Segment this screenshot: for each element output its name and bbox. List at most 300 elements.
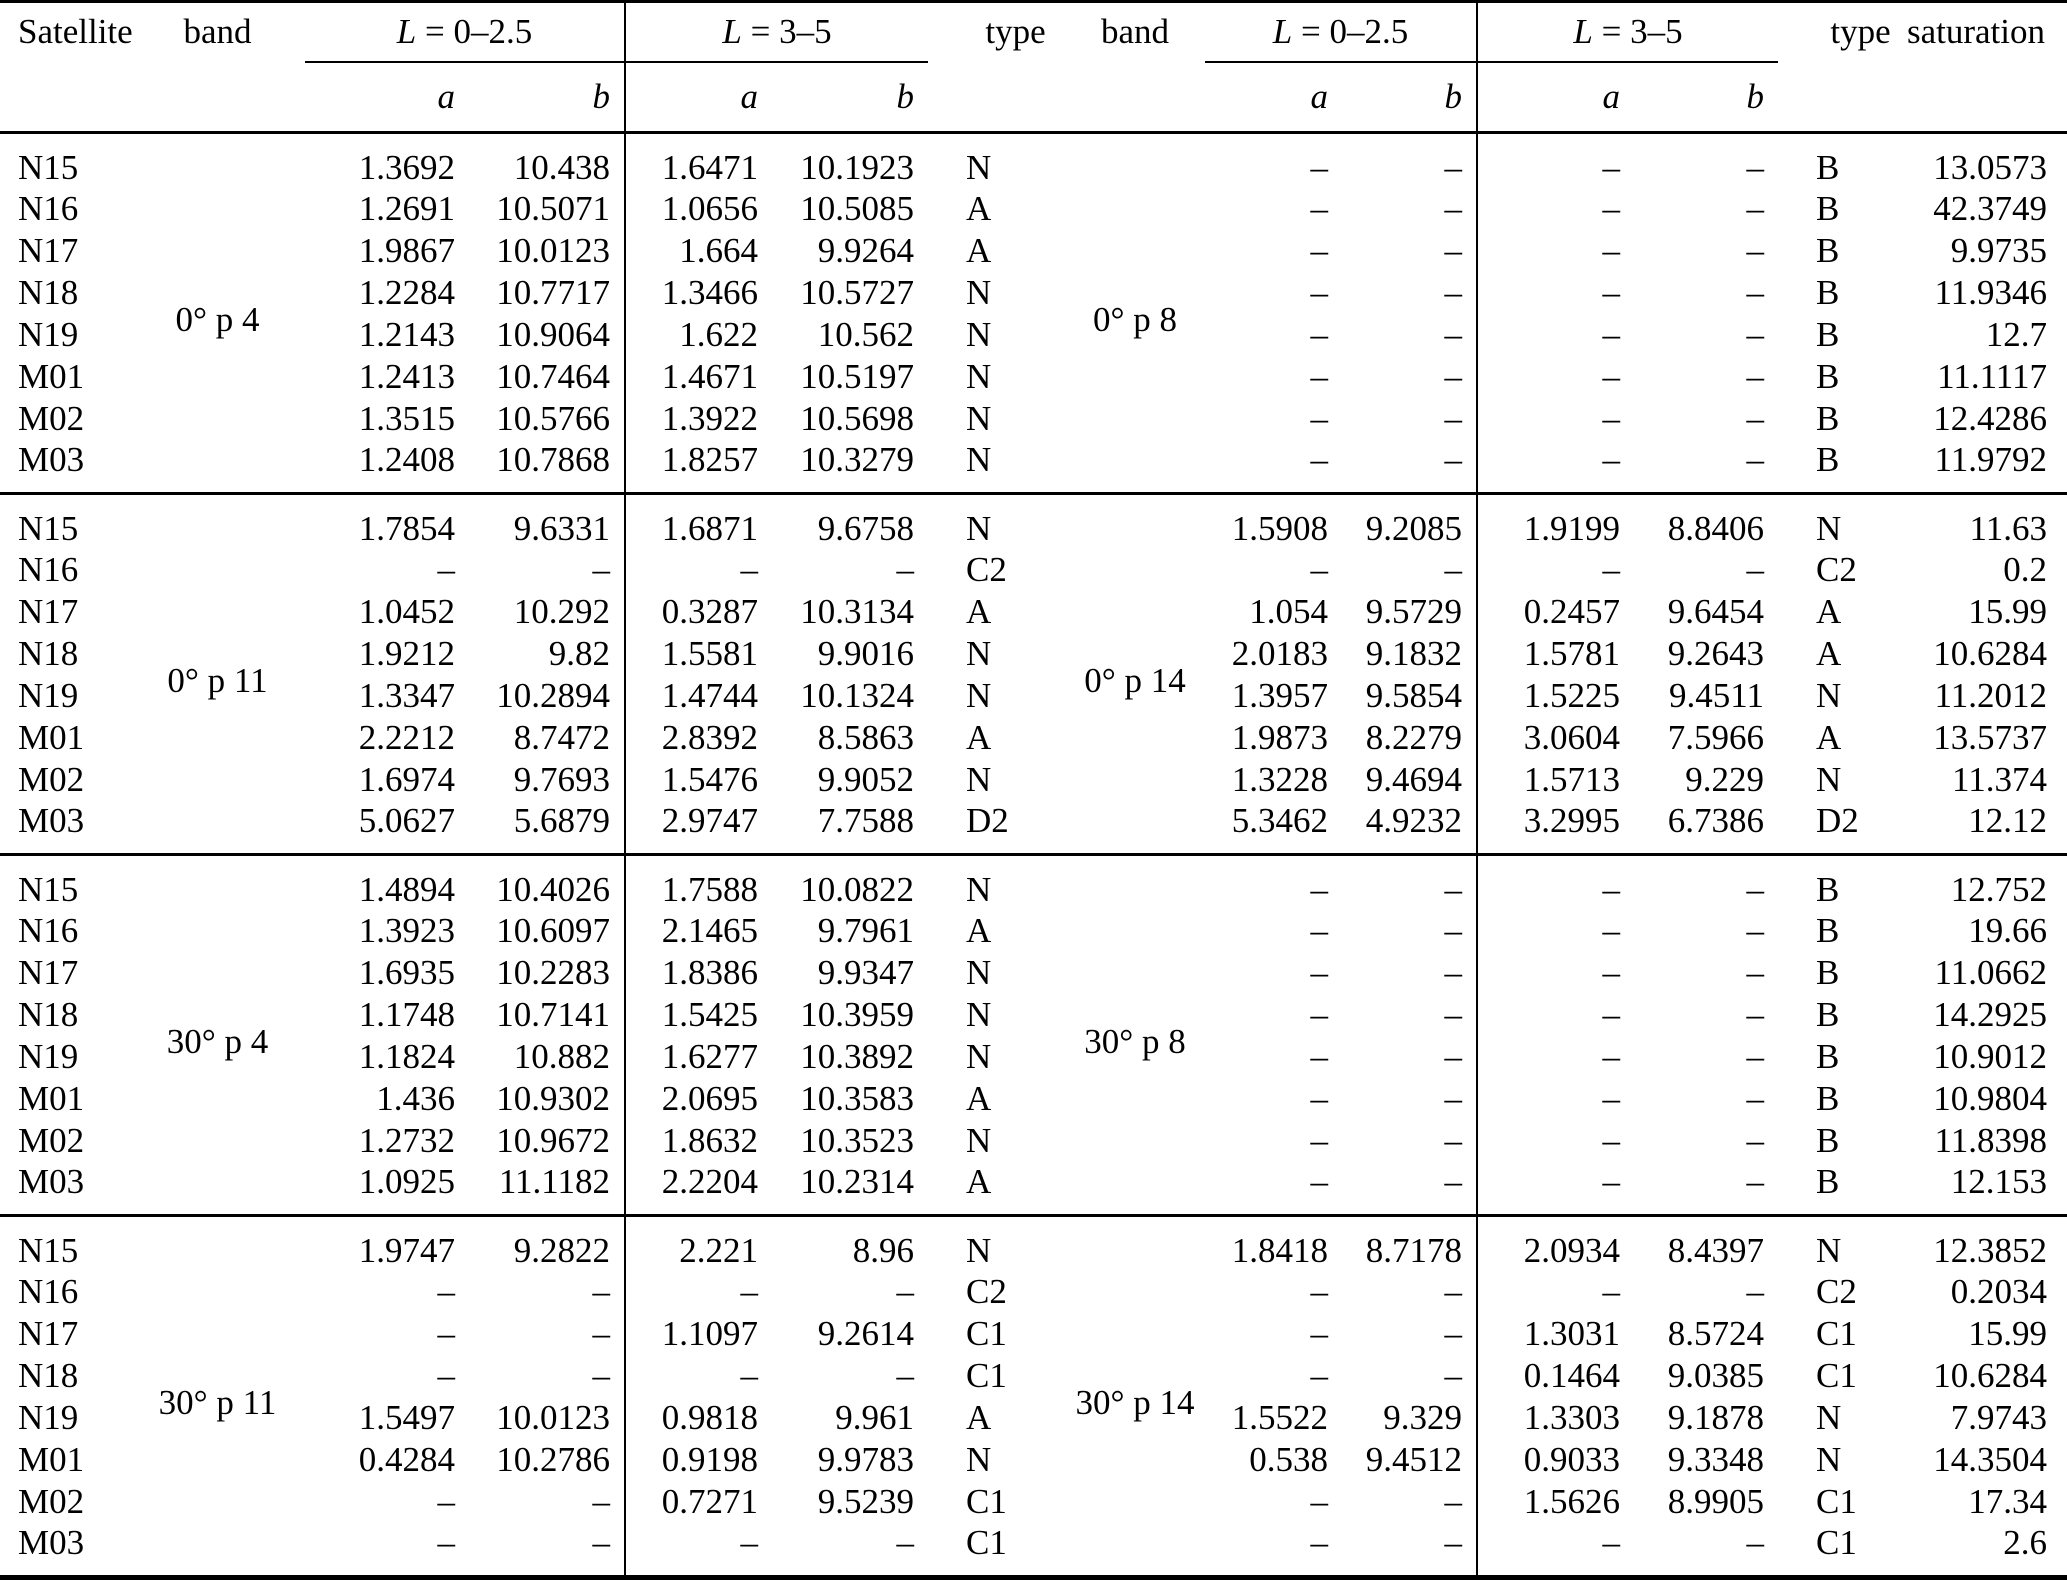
coef-a-high-cell: – [1477, 994, 1634, 1036]
band-header-right: band [1100, 12, 1170, 51]
saturation-cell: 11.63 [1969, 509, 2047, 548]
table-row [0, 1313, 2067, 1355]
coef-a-low-cell: 1.1748 [358, 995, 455, 1034]
coef-a-high-cell: – [1477, 440, 1634, 494]
coef-a-high-cell: 0.1464 [1477, 1355, 1634, 1397]
type-cell: N [1816, 1440, 1842, 1479]
satellite-cell: N15 [18, 148, 79, 187]
coef-b-high-cell: 9.9347 [817, 953, 914, 992]
type-cell: C1 [1816, 1482, 1857, 1521]
coef-b-high-cell: 9.7961 [817, 911, 914, 950]
satellite-cell: M01 [18, 357, 85, 396]
table-row [0, 356, 2067, 398]
saturation-cell: 7.9743 [1950, 1398, 2047, 1437]
coef-a-high-cell: 0.7271 [625, 1481, 772, 1523]
type-cell: C1 [1816, 1356, 1857, 1395]
table-row [0, 994, 2067, 1036]
coef-a-low-cell: – [1310, 1079, 1328, 1118]
coef-b-high-cell: 9.6758 [817, 509, 914, 548]
coef-a-low-cell: – [1310, 315, 1328, 354]
band-right-cell: 30° p 8 [1084, 1022, 1186, 1061]
band-right-cell: 30° p 14 [1075, 1383, 1195, 1422]
coef-b-low-cell: 9.4512 [1365, 1440, 1462, 1479]
coef-b-low-cell: 9.7693 [513, 760, 610, 799]
coef-b-high-cell: 9.4511 [1669, 676, 1764, 715]
type-cell: C1 [1816, 1523, 1857, 1562]
coef-a-low-cell: 1.5522 [1231, 1398, 1328, 1437]
table-row [0, 1036, 2067, 1078]
satellite-cell: M03 [18, 1162, 85, 1201]
l-high-range: = 3–5 [1601, 12, 1683, 51]
type-cell: N [966, 634, 992, 673]
coef-a-low-cell: – [1310, 273, 1328, 312]
satellite-cell: N18 [18, 1356, 79, 1395]
type-cell: N [966, 676, 992, 715]
coef-b-high-cell: 8.96 [852, 1231, 914, 1270]
table-row [0, 717, 2067, 759]
saturation-cell: 11.9792 [1934, 440, 2047, 479]
coef-b-high-cell: 8.5863 [817, 718, 914, 757]
coef-b-high-cell: 10.5727 [800, 273, 914, 312]
coef-a-high-cell: 1.3466 [625, 272, 772, 314]
l-symbol: L [722, 12, 742, 51]
coef-b-low-cell: – [1444, 1314, 1462, 1353]
coef-a-low-cell: 1.9212 [358, 634, 455, 673]
type-cell: B [1816, 357, 1840, 396]
coef-a-low-cell: – [1310, 231, 1328, 270]
coef-b-low-cell: – [1444, 357, 1462, 396]
coef-a-low-cell: 1.1824 [358, 1037, 455, 1076]
coef-b-low-cell: – [1444, 995, 1462, 1034]
coef-a-low-cell: – [1310, 995, 1328, 1034]
coef-a-low-cell: 5.0627 [358, 801, 455, 840]
coef-b-high-cell: 10.562 [817, 315, 914, 354]
coef-a-low-cell: 1.5497 [358, 1398, 455, 1437]
saturation-cell: 14.2925 [1933, 995, 2047, 1034]
band-header-left: band [183, 12, 252, 51]
satellite-cell: N19 [18, 1037, 79, 1076]
coef-b-high-cell: – [1746, 870, 1764, 909]
coef-b-high-cell: 9.961 [835, 1398, 914, 1437]
l-symbol: L [1272, 12, 1293, 51]
coef-a-high-cell: – [1477, 356, 1634, 398]
coef-b-high-cell: 10.1923 [800, 148, 914, 187]
coef-b-low-cell: 9.1832 [1365, 634, 1462, 673]
a-subheader: a [437, 77, 455, 116]
coef-b-low-cell: – [1444, 399, 1462, 438]
coef-b-high-cell: 10.3134 [800, 592, 914, 631]
table-row [0, 759, 2067, 801]
coef-b-low-cell: 10.7717 [496, 273, 610, 312]
type-cell: N [1816, 1231, 1842, 1270]
saturation-cell: 12.3852 [1933, 1231, 2047, 1270]
type-cell: B [1816, 953, 1840, 992]
type-cell: N [1816, 676, 1842, 715]
coef-a-high-cell: 2.221 [625, 1216, 772, 1272]
coef-a-low-cell: – [437, 550, 455, 589]
coef-a-high-cell: 1.4671 [625, 356, 772, 398]
coef-b-low-cell: – [1444, 550, 1462, 589]
coef-b-low-cell: – [1444, 1482, 1462, 1521]
saturation-cell: 0.2034 [1950, 1272, 2047, 1311]
type-cell: C1 [966, 1482, 1007, 1521]
band-block [0, 494, 2067, 855]
table-row [0, 494, 2067, 550]
table-row [0, 398, 2067, 440]
coef-a-low-cell: 1.3228 [1231, 760, 1328, 799]
saturation-cell: 10.9804 [1933, 1079, 2047, 1118]
saturation-cell: 2.6 [2003, 1523, 2047, 1562]
coef-a-low-cell: – [1310, 1482, 1328, 1521]
satellite-cell: M03 [18, 440, 85, 479]
type-cell: N [966, 870, 992, 909]
coef-a-low-cell: 1.7854 [358, 509, 455, 548]
coef-b-low-cell: – [1444, 1162, 1462, 1201]
coef-b-high-cell: – [1746, 1162, 1764, 1201]
coef-b-low-cell: 8.7178 [1365, 1231, 1462, 1270]
coef-a-high-cell: – [1477, 230, 1634, 272]
coef-a-high-cell: 2.0934 [1477, 1216, 1634, 1272]
coef-b-low-cell: 10.7464 [496, 357, 610, 396]
coef-b-low-cell: 9.2085 [1365, 509, 1462, 548]
coef-a-high-cell: 2.1465 [625, 910, 772, 952]
coef-b-high-cell: 9.9783 [817, 1440, 914, 1479]
type-cell: N [966, 399, 992, 438]
coef-a-low-cell: 1.4894 [358, 870, 455, 909]
type-cell: B [1816, 911, 1840, 950]
coef-a-low-cell: 1.6935 [358, 953, 455, 992]
coef-b-low-cell: 8.2279 [1365, 718, 1462, 757]
coef-a-high-cell: 1.5581 [625, 633, 772, 675]
coef-a-low-cell: 0.538 [1249, 1440, 1328, 1479]
coef-a-high-cell: 1.3303 [1477, 1397, 1634, 1439]
type-cell: N [1816, 1398, 1842, 1437]
satellite-cell: N15 [18, 509, 79, 548]
type-cell: C2 [966, 1272, 1007, 1311]
coef-b-high-cell: 9.229 [1685, 760, 1764, 799]
satellite-cell: M02 [18, 1121, 85, 1160]
coef-b-low-cell: – [1444, 1037, 1462, 1076]
coef-b-low-cell: 9.329 [1383, 1398, 1462, 1437]
coef-b-high-cell: – [1746, 1523, 1764, 1562]
coef-a-high-cell: – [1477, 314, 1634, 356]
coef-a-high-cell: 1.8632 [625, 1120, 772, 1162]
type-cell: B [1816, 1079, 1840, 1118]
table-row [0, 1355, 2067, 1397]
coef-b-high-cell: 10.3892 [800, 1037, 914, 1076]
type-cell: N [966, 953, 992, 992]
type-cell: A [1816, 634, 1842, 673]
coef-b-low-cell: 9.5854 [1365, 676, 1462, 715]
table-row [0, 801, 2067, 855]
coef-b-low-cell: 10.5766 [496, 399, 610, 438]
coef-b-low-cell: – [1444, 273, 1462, 312]
a-subheader: a [625, 62, 772, 133]
type-cell: N [1816, 509, 1842, 548]
coef-b-low-cell: – [592, 1272, 610, 1311]
table-row [0, 1120, 2067, 1162]
band-block [0, 855, 2067, 1216]
coef-b-high-cell: 8.9905 [1667, 1482, 1764, 1521]
satellite-cell: M01 [18, 1079, 85, 1118]
coef-a-high-cell: 1.5425 [625, 994, 772, 1036]
coef-b-low-cell: 9.82 [548, 634, 610, 673]
coef-b-high-cell: 9.3348 [1667, 1440, 1764, 1479]
coef-a-high-cell: – [1477, 1271, 1634, 1313]
l-low-range: = 0–2.5 [424, 12, 533, 51]
type-cell: B [1816, 148, 1840, 187]
type-cell: B [1816, 995, 1840, 1034]
saturation-cell: 13.5737 [1933, 718, 2047, 757]
table-row [0, 1162, 2067, 1216]
coef-b-low-cell: – [1444, 231, 1462, 270]
coef-b-high-cell: – [896, 1523, 914, 1562]
table-row [0, 855, 2067, 911]
type-cell: N [966, 315, 992, 354]
coef-a-high-cell: 1.8257 [625, 440, 772, 494]
coef-a-high-cell: 2.9747 [625, 801, 772, 855]
table-row [0, 314, 2067, 356]
saturation-cell: 14.3504 [1933, 1440, 2047, 1479]
coef-b-high-cell: – [1746, 148, 1764, 187]
coef-a-high-cell: 1.1097 [625, 1313, 772, 1355]
coef-a-low-cell: – [1310, 399, 1328, 438]
coef-a-low-cell: 1.5908 [1231, 509, 1328, 548]
type-cell: N [1816, 760, 1842, 799]
coef-b-high-cell: – [1746, 231, 1764, 270]
coef-b-low-cell: – [592, 550, 610, 589]
coef-b-high-cell: – [1746, 1121, 1764, 1160]
coef-b-high-cell: – [896, 550, 914, 589]
coef-b-low-cell: 4.9232 [1365, 801, 1462, 840]
coef-a-high-cell: 1.6871 [625, 494, 772, 550]
l-low-range: = 0–2.5 [1300, 12, 1409, 51]
header-row-groups [0, 2, 2067, 63]
b-subheader: b [896, 77, 914, 116]
saturation-cell: 15.99 [1968, 592, 2047, 631]
table-row [0, 910, 2067, 952]
coef-a-low-cell: – [437, 1314, 455, 1353]
satellite-cell: N17 [18, 592, 79, 631]
coef-b-low-cell: – [1444, 148, 1462, 187]
coef-b-low-cell: 10.5071 [496, 189, 610, 228]
saturation-cell: 9.9735 [1950, 231, 2047, 270]
coef-b-low-cell: – [592, 1482, 610, 1521]
b-subheader: b [592, 77, 610, 116]
band-right-cell: 0° p 8 [1093, 300, 1177, 339]
coef-a-low-cell: – [437, 1482, 455, 1521]
type-cell: A [1816, 592, 1842, 631]
coef-b-high-cell: 9.6454 [1667, 592, 1764, 631]
type-cell: A [966, 189, 992, 228]
satellite-cell: N17 [18, 231, 79, 270]
coef-a-low-cell: – [1310, 1356, 1328, 1395]
coef-a-low-cell: 1.0452 [358, 592, 455, 631]
coef-b-low-cell: – [1444, 953, 1462, 992]
saturation-cell: 11.1117 [1937, 357, 2047, 396]
coef-b-low-cell: 10.7868 [496, 440, 610, 479]
satellite-cell: N17 [18, 1314, 79, 1353]
coef-b-low-cell: – [592, 1314, 610, 1353]
coef-a-high-cell: 1.3922 [625, 398, 772, 440]
saturation-cell: 13.0573 [1933, 148, 2047, 187]
coef-a-high-cell: – [1477, 1036, 1634, 1078]
satellite-cell: M03 [18, 801, 85, 840]
type-cell: N [966, 440, 992, 479]
coef-a-low-cell: – [1310, 1272, 1328, 1311]
band-block [0, 133, 2067, 494]
coef-a-high-cell: – [1477, 1162, 1634, 1216]
coef-a-high-cell: – [1477, 272, 1634, 314]
type-header-right: type [1830, 12, 1891, 51]
l-high-header-right [1477, 2, 1778, 63]
coef-a-low-cell: – [1310, 440, 1328, 479]
coef-b-high-cell: – [896, 1356, 914, 1395]
type-header-left: type [985, 12, 1046, 51]
l-symbol: L [1573, 12, 1593, 51]
satellite-cell: N18 [18, 995, 79, 1034]
type-cell: C2 [966, 550, 1007, 589]
table-row [0, 549, 2067, 591]
coef-a-high-cell: 0.9033 [1477, 1439, 1634, 1481]
coef-a-high-cell: 1.5713 [1477, 759, 1634, 801]
coef-b-high-cell: 10.3279 [800, 440, 914, 479]
coef-b-low-cell: 8.7472 [513, 718, 610, 757]
coef-a-low-cell: 2.2212 [358, 718, 455, 757]
type-cell: N [966, 995, 992, 1034]
b-subheader: b [1746, 77, 1764, 116]
saturation-cell: 12.752 [1950, 870, 2047, 909]
coef-b-low-cell: – [592, 1523, 610, 1562]
coef-b-high-cell: 10.5085 [800, 189, 914, 228]
a-subheader: a [1310, 77, 1328, 116]
coef-a-low-cell: – [437, 1356, 455, 1395]
coef-a-low-cell: – [437, 1272, 455, 1311]
coef-b-low-cell: – [1444, 189, 1462, 228]
coef-b-high-cell: – [1746, 1037, 1764, 1076]
coef-a-high-cell: 1.4744 [625, 675, 772, 717]
saturation-cell: 11.8398 [1934, 1121, 2047, 1160]
coef-b-low-cell: 10.0123 [496, 1398, 610, 1437]
type-cell: C2 [1816, 1272, 1857, 1311]
coef-b-low-cell: – [1444, 440, 1462, 479]
coef-a-high-cell: 1.6277 [625, 1036, 772, 1078]
coef-a-low-cell: 5.3462 [1231, 801, 1328, 840]
type-cell: A [966, 1398, 992, 1437]
l-high-range: = 3–5 [750, 12, 832, 51]
satellite-cell: M02 [18, 760, 85, 799]
coef-b-low-cell: 10.882 [513, 1037, 610, 1076]
type-cell: A [966, 1162, 992, 1201]
table-row [0, 188, 2067, 230]
coef-b-high-cell: 10.0822 [800, 870, 914, 909]
coef-a-low-cell: 1.0925 [358, 1162, 455, 1201]
table-header [0, 2, 2067, 133]
coef-b-high-cell: 8.5724 [1667, 1314, 1764, 1353]
coef-a-high-cell: 1.9199 [1477, 494, 1634, 550]
satellite-cell: N19 [18, 1398, 79, 1437]
satellite-header: Satellite [18, 12, 133, 51]
coef-a-low-cell: 1.3515 [358, 399, 455, 438]
table-row [0, 1397, 2067, 1439]
coef-a-high-cell: – [625, 1523, 772, 1578]
coef-a-low-cell: – [1310, 1037, 1328, 1076]
coef-b-high-cell: 10.3583 [800, 1079, 914, 1118]
l-low-header-right [1205, 2, 1477, 63]
coef-a-high-cell: 1.0656 [625, 188, 772, 230]
coef-a-high-cell: 1.664 [625, 230, 772, 272]
coef-a-high-cell: 3.2995 [1477, 801, 1634, 855]
coef-b-high-cell: 8.4397 [1667, 1231, 1764, 1270]
coef-b-low-cell: – [1444, 911, 1462, 950]
table-row [0, 1216, 2067, 1272]
band-left-cell: 0° p 4 [175, 300, 260, 339]
coef-a-high-cell: 1.5476 [625, 759, 772, 801]
table-row [0, 1523, 2067, 1578]
coef-b-high-cell: 6.7386 [1667, 801, 1764, 840]
coef-b-low-cell: – [1444, 1121, 1462, 1160]
type-cell: N [966, 357, 992, 396]
coef-a-low-cell: 1.6974 [358, 760, 455, 799]
coef-b-high-cell: – [1746, 550, 1764, 589]
satellite-cell: M01 [18, 718, 85, 757]
coef-b-high-cell: – [1746, 273, 1764, 312]
coef-b-high-cell: 9.2643 [1667, 634, 1764, 673]
saturation-cell: 12.12 [1968, 801, 2047, 840]
satellite-cell: N15 [18, 1231, 79, 1270]
type-cell: B [1816, 440, 1840, 479]
coef-b-high-cell: – [1746, 189, 1764, 228]
type-cell: D2 [1816, 801, 1859, 840]
table-row [0, 675, 2067, 717]
coef-a-low-cell: 0.4284 [358, 1440, 455, 1479]
saturation-cell: 15.99 [1968, 1314, 2047, 1353]
b-subheader: b [1444, 77, 1462, 116]
type-cell: C1 [1816, 1314, 1857, 1353]
type-cell: N [966, 273, 992, 312]
coef-b-low-cell: 9.2822 [513, 1231, 610, 1270]
coef-a-high-cell: 1.5781 [1477, 633, 1634, 675]
coef-a-high-cell: 1.7588 [625, 855, 772, 911]
coef-a-high-cell: – [1477, 1078, 1634, 1120]
coef-b-high-cell: 7.7588 [817, 801, 914, 840]
coef-a-low-cell: – [1310, 953, 1328, 992]
coef-a-low-cell: 1.3923 [358, 911, 455, 950]
coef-a-low-cell: 1.3692 [358, 148, 455, 187]
type-cell: C1 [966, 1523, 1007, 1562]
type-cell: C1 [966, 1314, 1007, 1353]
satellite-cell: M02 [18, 1482, 85, 1521]
type-cell: A [1816, 718, 1842, 757]
table-row [0, 591, 2067, 633]
coef-a-high-cell: – [625, 1271, 772, 1313]
type-cell: N [966, 148, 992, 187]
coef-a-high-cell: 0.3287 [625, 591, 772, 633]
saturation-cell: 10.6284 [1933, 634, 2047, 673]
coef-a-low-cell: – [1310, 1162, 1328, 1201]
coef-a-high-cell: – [1477, 133, 1634, 189]
type-cell: A [966, 911, 992, 950]
coef-b-low-cell: 9.4694 [1365, 760, 1462, 799]
satellite-cell: N18 [18, 634, 79, 673]
coef-a-low-cell: – [437, 1523, 455, 1562]
coef-b-high-cell: – [1746, 315, 1764, 354]
coef-b-low-cell: 10.2283 [496, 953, 610, 992]
coef-b-high-cell: 8.8406 [1667, 509, 1764, 548]
coef-b-low-cell: 10.292 [513, 592, 610, 631]
type-cell: N [966, 1121, 992, 1160]
coef-a-low-cell: 1.9747 [358, 1231, 455, 1270]
